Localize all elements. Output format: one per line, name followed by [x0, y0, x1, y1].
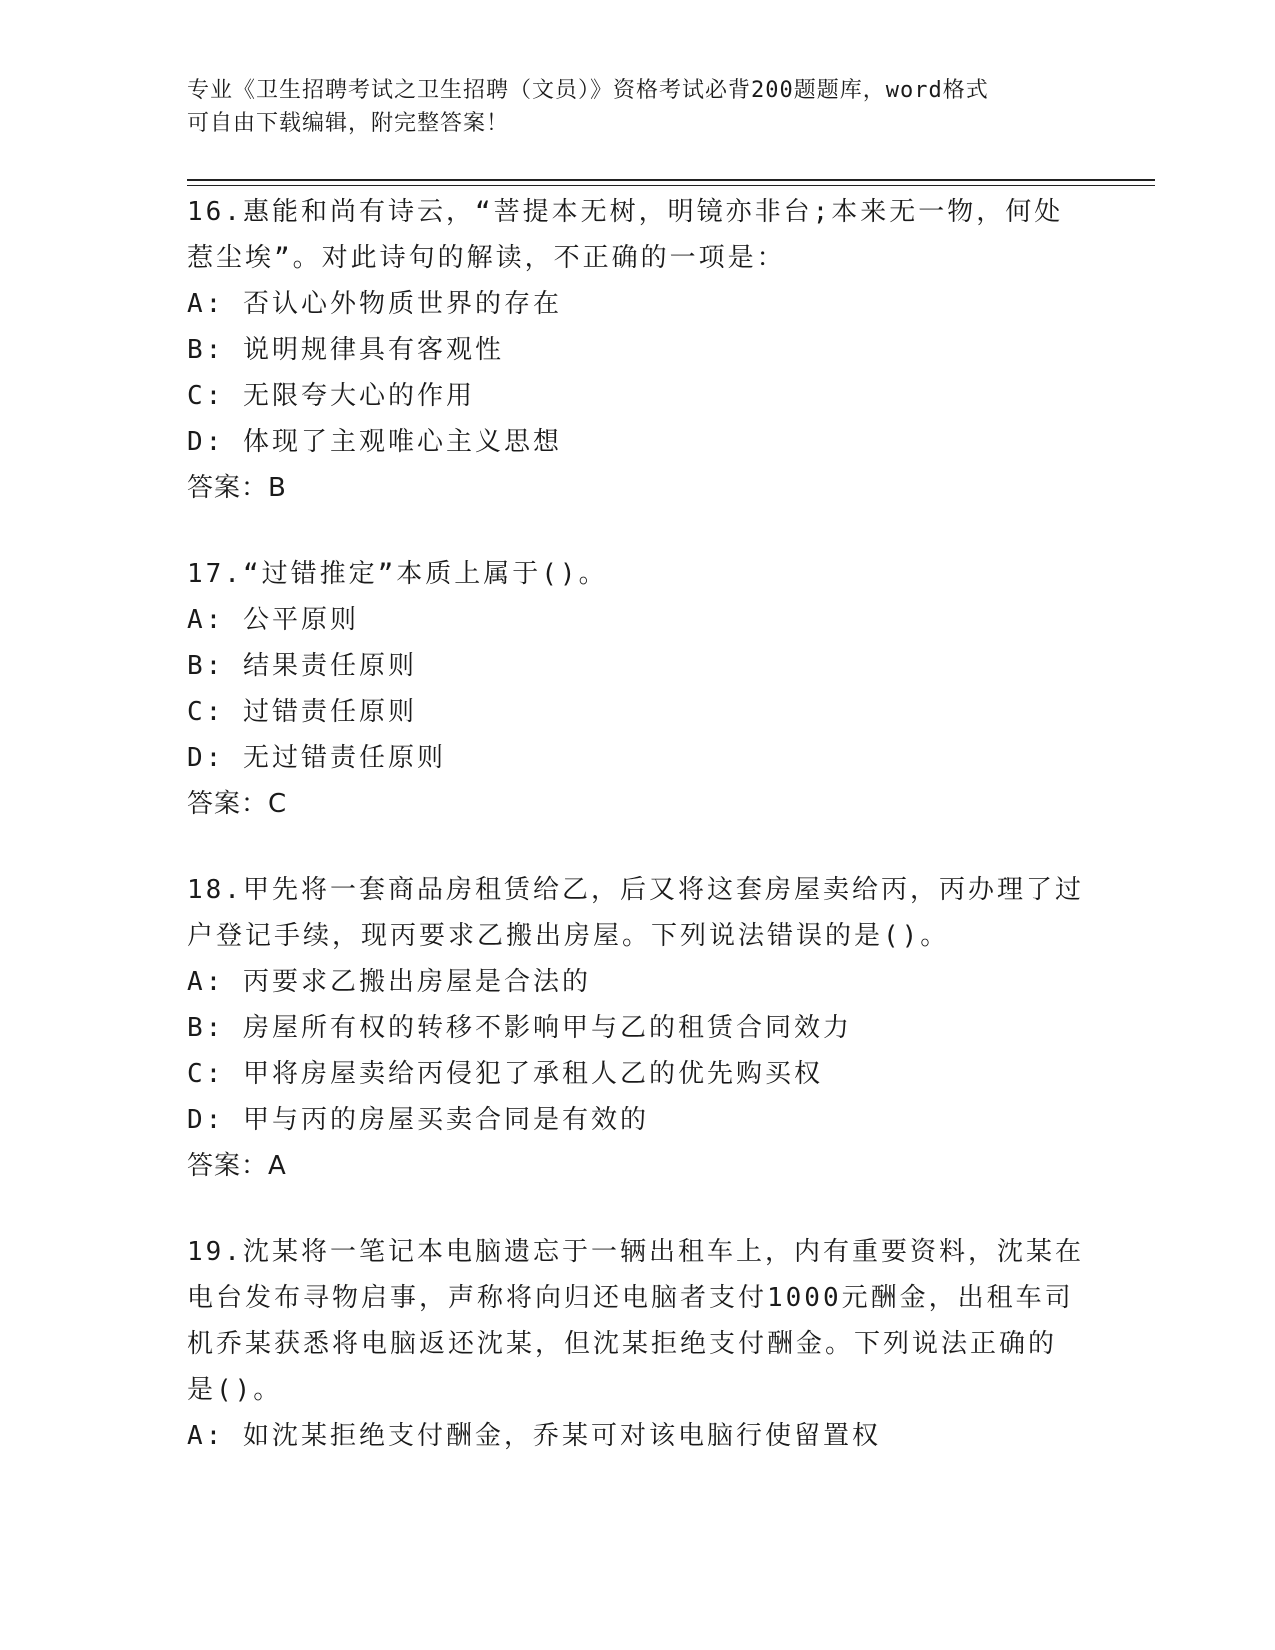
- option-d: D: 体现了主观唯心主义思想: [187, 427, 562, 457]
- question-17: [187, 551, 1087, 827]
- question-stem: [187, 867, 1087, 959]
- question-19: [187, 1229, 1087, 1459]
- answer: 答案：B: [187, 473, 287, 503]
- stem-line: 惹尘埃”。对此诗句的解读，不正确的一项是：: [187, 243, 786, 273]
- option-d: D: 甲与丙的房屋买卖合同是有效的: [187, 1105, 649, 1135]
- option-a: A: 否认心外物质世界的存在: [187, 289, 562, 319]
- option-a: A: 公平原则: [187, 605, 359, 635]
- question-list: [187, 189, 1087, 1499]
- option-a: A: 如沈某拒绝支付酬金，乔某可对该电脑行使留置权: [187, 1421, 881, 1451]
- option-c: C: 过错责任原则: [187, 697, 417, 727]
- option-b: B: 房屋所有权的转移不影响甲与乙的租赁合同效力: [187, 1013, 852, 1043]
- question-stem: [187, 551, 1087, 597]
- question-18: [187, 867, 1087, 1189]
- option-d: D: 无过错责任原则: [187, 743, 446, 773]
- stem-line: 19.沈某将一笔记本电脑遗忘于一辆出租车上，内有重要资料，沈某在: [187, 1237, 1084, 1267]
- document-header: [187, 74, 1067, 140]
- stem-line: 18.甲先将一套商品房租赁给乙，后又将这套房屋卖给丙，丙办理了过: [187, 875, 1084, 905]
- answer: 答案：A: [187, 1151, 287, 1181]
- stem-line: 机乔某获悉将电脑返还沈某，但沈某拒绝支付酬金。下列说法正确的: [187, 1329, 1058, 1359]
- header-line-1: 专业《卫生招聘考试之卫生招聘（文员）》资格考试必背200题题库，word格式: [187, 78, 989, 103]
- stem-line: 是()。: [187, 1375, 283, 1405]
- header-line-2: 可自由下载编辑，附完整答案！: [187, 111, 510, 136]
- question-16: [187, 189, 1087, 511]
- option-b: B: 结果责任原则: [187, 651, 417, 681]
- option-c: C: 甲将房屋卖给丙侵犯了承租人乙的优先购买权: [187, 1059, 823, 1089]
- question-stem: [187, 189, 1087, 281]
- stem-line: 户登记手续，现丙要求乙搬出房屋。下列说法错误的是()。: [187, 921, 950, 951]
- answer: 答案：C: [187, 789, 288, 819]
- stem-line: 电台发布寻物启事，声称将向归还电脑者支付1000元酬金，出租车司: [187, 1283, 1074, 1313]
- option-a: A: 丙要求乙搬出房屋是合法的: [187, 967, 591, 997]
- stem-line: 17.“过错推定”本质上属于()。: [187, 559, 608, 589]
- header-divider-thick: [187, 179, 1155, 181]
- option-b: B: 说明规律具有客观性: [187, 335, 504, 365]
- header-divider-thin: [187, 185, 1155, 186]
- question-stem: [187, 1229, 1087, 1413]
- option-c: C: 无限夸大心的作用: [187, 381, 475, 411]
- stem-line: 16.惠能和尚有诗云，“菩提本无树，明镜亦非台;本来无一物，何处: [187, 197, 1064, 227]
